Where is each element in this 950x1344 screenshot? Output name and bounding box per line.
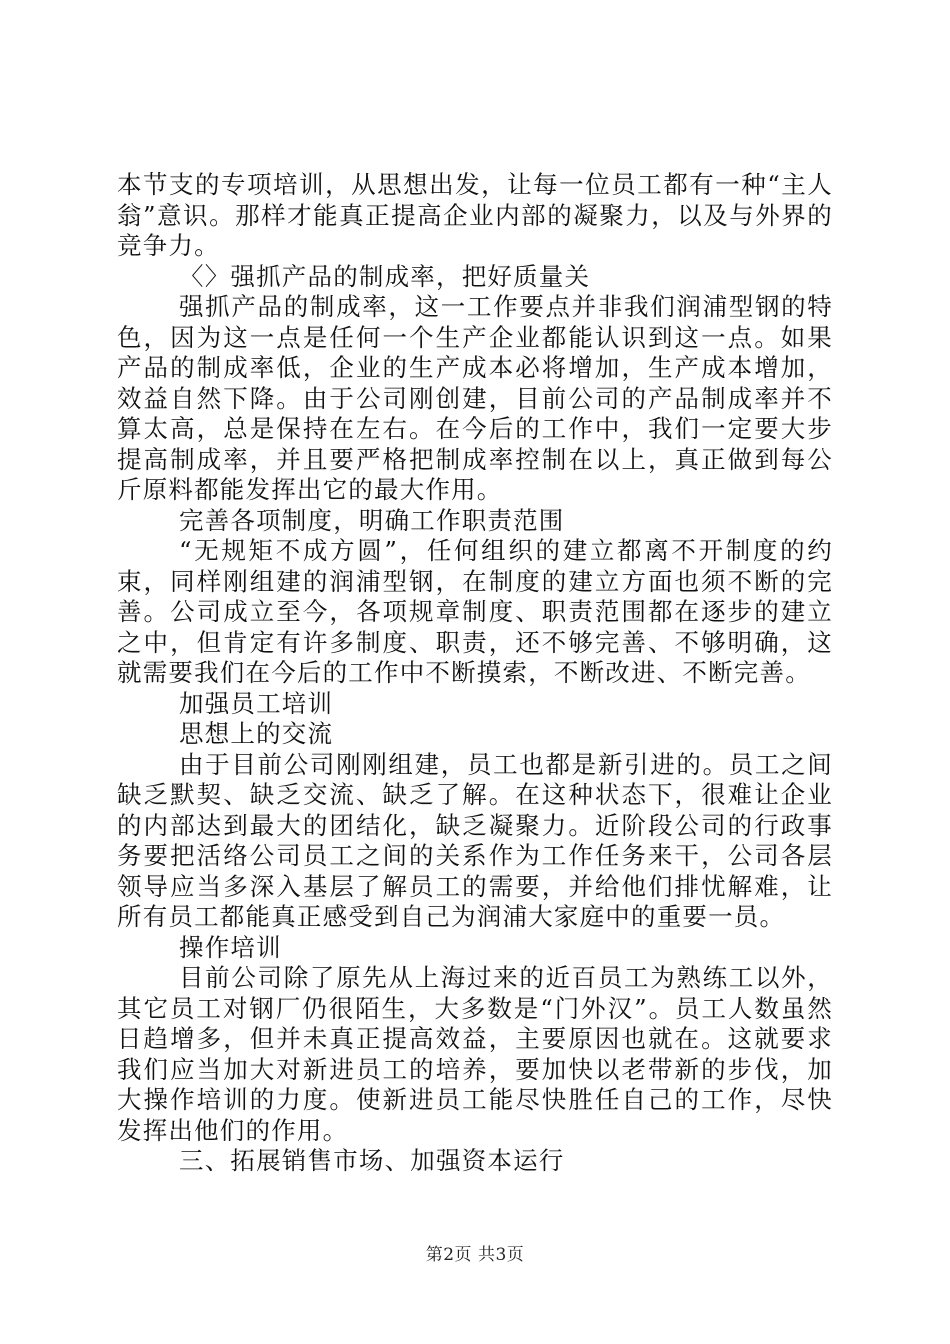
paragraph-staff-communication: 由于目前公司刚刚组建，员工也都是新引进的。员工之间缺乏默契、缺乏交流、缺乏了解。在这种状态下，很难让企业的内部达到最大的团结化，缺乏凝聚力。近阶段公司的行政事务要把活络公司员工之间的关系作为工作任务来干，公司各层领导应当多深入基层了解员工的需要，并给他们排忧解难，让所有员工都能真正感受到自己为润浦大家庭中的重要一员。 [117,749,833,931]
heading-staff-training: 加强员工培训 [179,688,334,718]
paragraph-training-ownership: 本节支的专项培训，从思想出发，让每一位员工都有一种“主人翁”意识。那样才能真正提高企业内部的凝聚力，以及与外界的竞争力。 [117,170,833,260]
paragraph-rules-systems: “无规矩不成方圆”，任何组织的建立都离不开制度的约束，同样刚组建的润浦型钢，在制度的建立方面也须不断的完善。公司成立至今，各项规章制度、职责范围都在逐步的建立之中，但肯定有许多制度、职责，还不够完善、不够明确，这就需要我们在今后的工作中不断摸索，不断改进、不断完善。 [117,536,833,687]
heading-improve-systems: 完善各项制度，明确工作职责范围 [179,505,565,535]
heading-yield-quality: 〈〉强抓产品的制成率，把好质量关 [179,261,591,291]
document-body [117,170,833,1177]
paragraph-yield-rate: 强抓产品的制成率，这一工作要点并非我们润浦型钢的特色，因为这一点是任何一个生产企业都能认识到这一点。如果产品的制成率低，企业的生产成本必将增加，生产成本增加，效益自然下降。由于公司刚创建，目前公司的产品制成率并不算太高，总是保持在左右。在今后的工作中，我们一定要大步提高制成率，并且要严格把制成率控制在以上，真正做到每公斤原料都能发挥出它的最大作用。 [117,292,833,504]
heading-sales-market: 三、拓展销售市场、加强资本运行 [179,1146,565,1175]
heading-operation-training: 操作培训 [179,932,282,962]
page-number-footer: 第2页 共3页 [425,1245,525,1265]
paragraph-operation-training: 目前公司除了原先从上海过来的近百员工为熟练工以外，其它员工对钢厂仍很陌生，大多数是“门外汉”。员工人数虽然日趋增多，但并未真正提高效益，主要原因也就在。这就要求我们应当加大对新进员工的培养，要加快以老带新的步伐，加大操作培训的力度。使新进员工能尽快胜任自己的工作，尽快发挥出他们的作用。 [117,963,833,1145]
heading-thought-exchange: 思想上的交流 [179,719,334,748]
